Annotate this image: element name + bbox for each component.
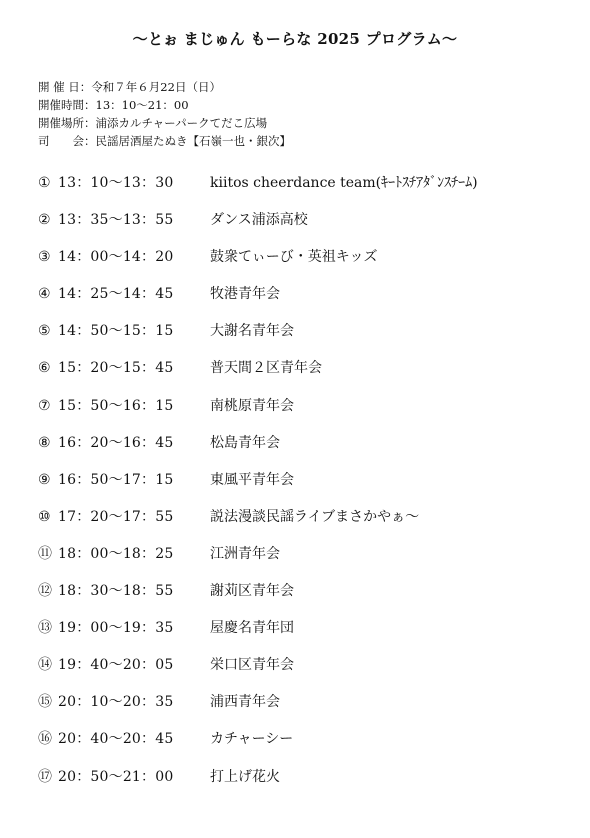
program-item — [38, 762, 568, 799]
info-row-venue — [38, 114, 558, 132]
program-number: ⑥ — [38, 360, 51, 377]
program-item — [38, 502, 568, 539]
program-item — [38, 539, 568, 576]
program-list — [38, 168, 568, 799]
program-time: 18：30〜18：55 — [58, 583, 174, 600]
program-number: ⑦ — [38, 397, 51, 414]
program-number: ① — [38, 175, 51, 191]
program-item — [38, 316, 568, 353]
program-number: ⑪ — [38, 545, 52, 562]
program-time: 18：00〜18：25 — [58, 545, 174, 562]
info-value: 浦添カルチャーパークてだこ広場 — [95, 116, 268, 130]
program-item — [38, 428, 568, 465]
program-act: 栄口区青年会 — [210, 657, 294, 674]
info-row-time — [38, 96, 558, 114]
program-act: 鼓衆てぃーび・英祖キッズ — [210, 249, 378, 266]
info-row-date — [38, 78, 558, 96]
program-act: 浦西青年会 — [210, 694, 280, 711]
program-number: ⑭ — [38, 657, 52, 674]
program-act: ダンス浦添高校 — [210, 212, 308, 229]
program-act: 大謝名青年会 — [210, 323, 294, 340]
program-item — [38, 613, 568, 650]
program-time: 14：00〜14：20 — [58, 249, 174, 266]
program-act: 普天間２区青年会 — [210, 360, 322, 377]
program-act: 江洲青年会 — [210, 545, 280, 562]
program-act: 牧港青年会 — [210, 286, 280, 303]
program-time: 15：50〜16：15 — [58, 397, 174, 414]
program-time: 13：35〜13：55 — [58, 212, 174, 229]
program-item — [38, 650, 568, 687]
program-act: 打上げ花火 — [210, 768, 280, 785]
info-value: 民謡居酒屋たぬき【石嶺一也・銀次】 — [95, 134, 291, 148]
program-time: 16：20〜16：45 — [58, 434, 174, 451]
program-number: ⑯ — [38, 731, 52, 748]
info-label: 開催場所： — [38, 116, 96, 130]
program-act: 東風平青年会 — [210, 471, 294, 488]
program-number: ⑬ — [38, 620, 52, 637]
program-time: 13：10〜13：30 — [58, 175, 174, 191]
info-label: 開催時間： — [38, 98, 96, 112]
program-act: kiitos cheerdance team(ｷｰﾄｽﾁｱﾀﾞﾝｽﾁｰﾑ) — [210, 175, 478, 191]
program-time: 20：50〜21：00 — [58, 768, 174, 785]
info-row-mc — [38, 132, 558, 150]
program-number: ④ — [38, 286, 51, 303]
program-number: ③ — [38, 249, 51, 266]
program-act: 松島青年会 — [210, 434, 280, 451]
program-act: 説法漫談民謡ライブまさかやぁ〜 — [210, 508, 420, 525]
info-value: 令和７年６月22日（日） — [91, 80, 221, 94]
info-label: 司 会： — [38, 134, 96, 148]
program-number: ⑧ — [38, 434, 51, 451]
program-time: 16：50〜17：15 — [58, 471, 174, 488]
program-number: ⑨ — [38, 471, 51, 488]
info-label: 開 催 日： — [38, 80, 92, 94]
program-act: 謝苅区青年会 — [210, 583, 294, 600]
program-time: 15：20〜15：45 — [58, 360, 174, 377]
info-value: 13：10〜21：00 — [95, 98, 189, 112]
program-act: 屋慶名青年団 — [210, 620, 294, 637]
page-title: 〜とぉ まじゅん もーらな 2025 プログラム〜 — [132, 30, 458, 48]
program-number: ⑰ — [38, 768, 52, 785]
program-item — [38, 242, 568, 279]
program-number: ⑫ — [38, 583, 52, 600]
program-item — [38, 687, 568, 724]
program-number: ⑤ — [38, 323, 51, 340]
program-act: 南桃原青年会 — [210, 397, 294, 414]
program-item — [38, 279, 568, 316]
event-info — [38, 78, 558, 150]
program-number: ② — [38, 212, 51, 229]
program-time: 19：40〜20：05 — [58, 657, 174, 674]
program-item — [38, 724, 568, 761]
program-time: 14：25〜14：45 — [58, 286, 174, 303]
program-item — [38, 353, 568, 390]
program-time: 20：40〜20：45 — [58, 731, 174, 748]
program-item — [38, 465, 568, 502]
program-item — [38, 391, 568, 428]
program-item — [38, 205, 568, 242]
program-act: カチャーシー — [210, 731, 294, 748]
program-time: 17：20〜17：55 — [58, 508, 174, 525]
program-time: 20：10〜20：35 — [58, 694, 174, 711]
program-time: 19：00〜19：35 — [58, 620, 174, 637]
program-item — [38, 168, 568, 205]
program-number: ⑩ — [38, 508, 51, 525]
program-number: ⑮ — [38, 694, 52, 711]
program-item — [38, 576, 568, 613]
program-time: 14：50〜15：15 — [58, 323, 174, 340]
